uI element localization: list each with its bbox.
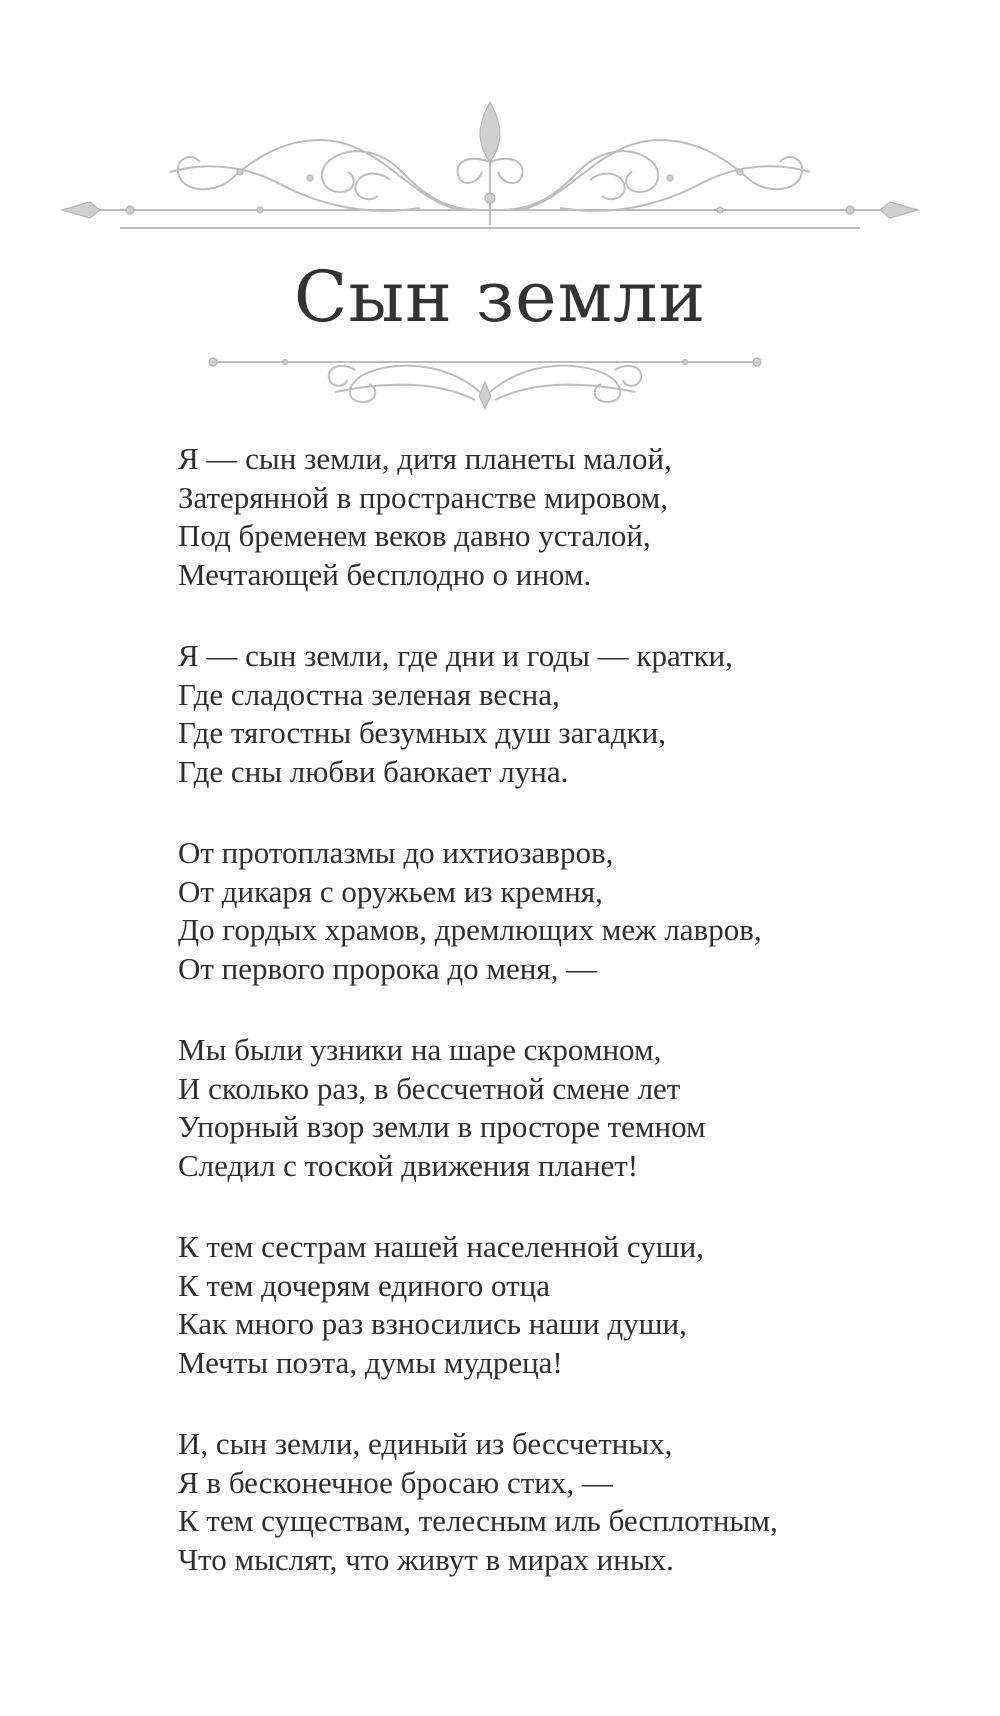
poem-line: К тем существам, телесным иль бесплотным, — [178, 1503, 778, 1538]
poem-line: Следил с тоской движения планет! — [178, 1147, 639, 1183]
poem-line: Мечтающей бесплодно о ином. — [178, 556, 592, 592]
stanza — [178, 440, 958, 594]
poem-line: К тем дочерям единого отца — [178, 1267, 551, 1303]
ornamental-divider-flourish-icon — [205, 352, 765, 410]
poem-body — [178, 440, 958, 1622]
poem-line: Где сладостна зеленая весна, — [178, 676, 560, 712]
poem-line: И сколько раз, в бессчетной смене лет — [178, 1070, 681, 1106]
poem-line: Мы были узники на шаре скромном, — [178, 1032, 662, 1067]
poem-line: Я в бесконечное бросаю стих, — — [178, 1464, 613, 1500]
poem-line: Затерянной в пространстве мировом, — [178, 479, 669, 515]
poem-line: До гордых храмов, дремлющих меж лавров, — [178, 912, 762, 947]
stanza — [178, 834, 958, 988]
poem-line: И, сын земли, единый из бессчетных, — [178, 1426, 673, 1461]
poem-line: Что мыслят, что живут в мирах иных. — [178, 1541, 674, 1577]
stanza — [178, 1228, 958, 1382]
stanza — [178, 1031, 958, 1185]
poem-line: Я — сын земли, дитя планеты малой, — [178, 441, 672, 476]
poem-line: Под бременем веков давно усталой, — [178, 518, 651, 553]
poem-line: К тем сестрам нашей населенной суши, — [178, 1229, 704, 1264]
ornamental-header-flourish-icon — [60, 100, 920, 260]
poem-line: Где тягостны безумных душ загадки, — [178, 715, 666, 750]
poem-line: От протоплазмы до ихтиозавров, — [178, 835, 614, 870]
poem-line: От дикаря с оружьем из кремня, — [178, 873, 603, 909]
poem-line: Упорный взор земли в просторе темном — [178, 1109, 706, 1144]
stanza — [178, 637, 958, 791]
stanza — [178, 1425, 958, 1579]
poem-line: Мечты поэта, думы мудреца! — [178, 1344, 563, 1380]
poem-line: Как много раз взносились наши души, — [178, 1306, 687, 1341]
poem-line: От первого пророка до меня, — — [178, 950, 598, 986]
poem-line: Я — сын земли, где дни и годы — кратки, — [178, 638, 733, 673]
poem-line: Где сны любви баюкает луна. — [178, 753, 569, 789]
page-title: Сын земли — [293, 256, 707, 338]
